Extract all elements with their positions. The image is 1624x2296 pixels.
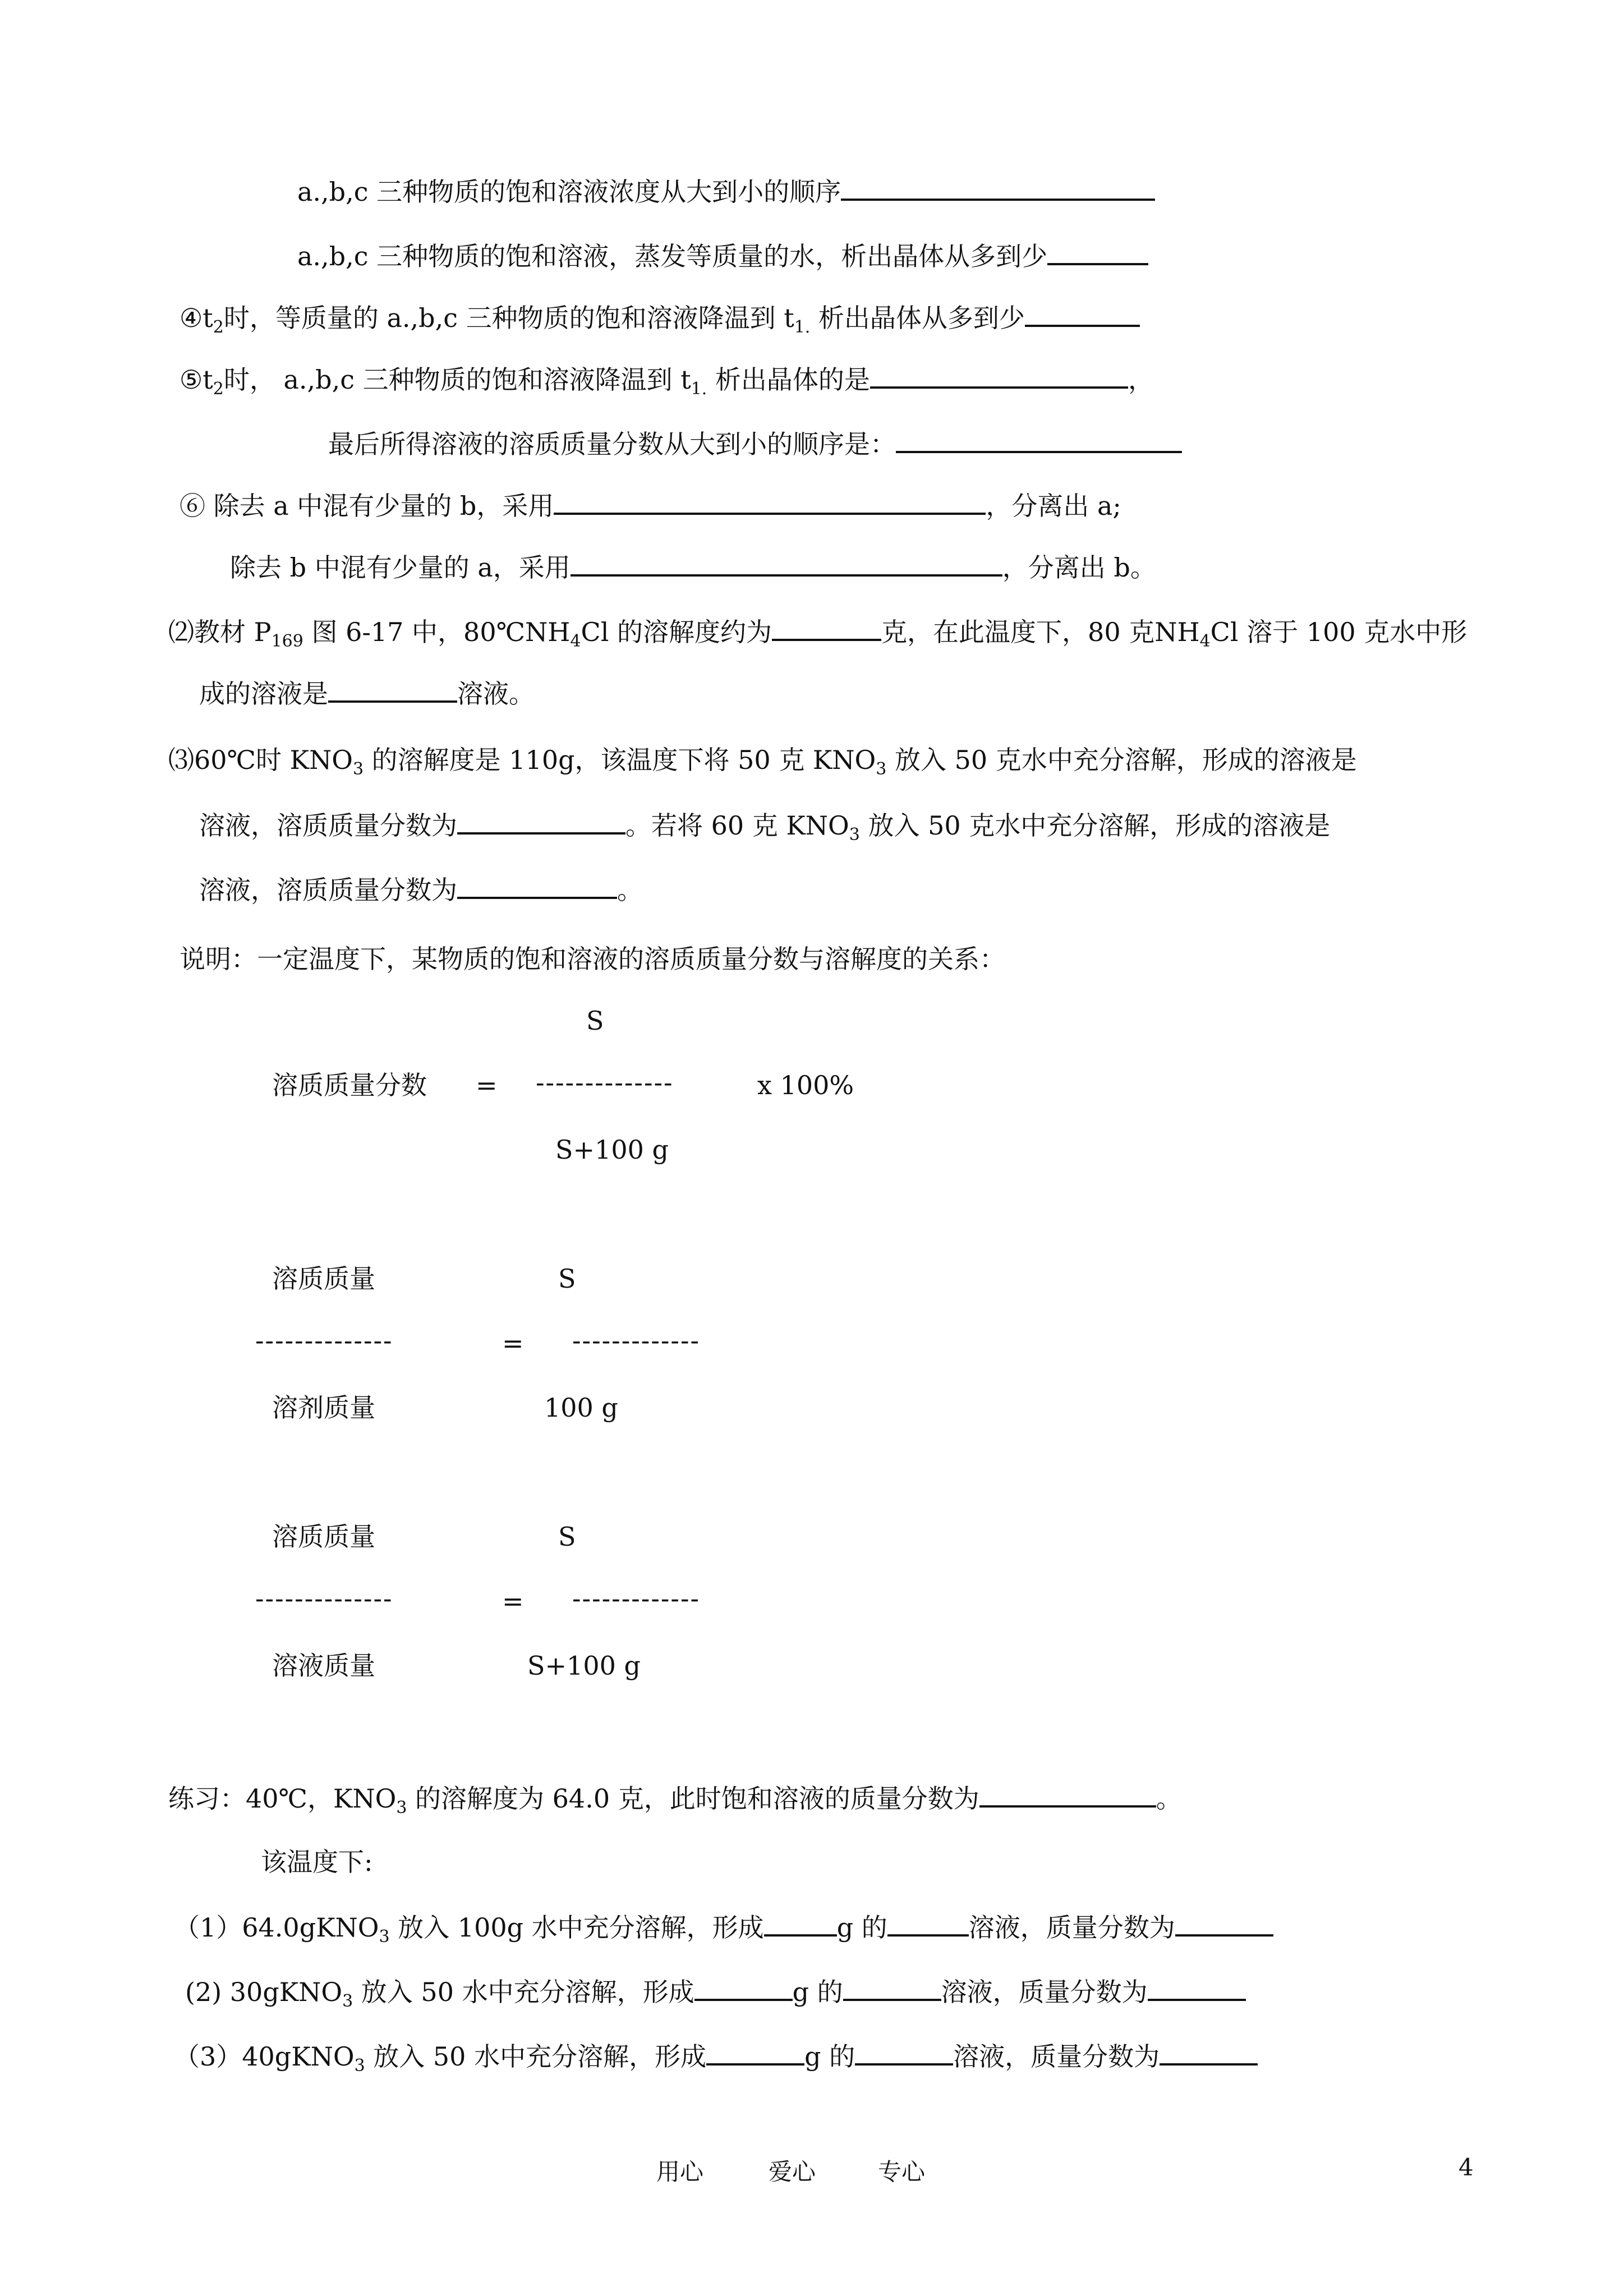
- q3-text: 放入 50 克水中充分溶解，形成的溶液是: [859, 810, 1331, 841]
- formula2-fraction-bar-left: --------------: [255, 1325, 393, 1356]
- formula3-bottom-right: S+100 g: [527, 1650, 641, 1681]
- formula3-fraction-bar-right: -------------: [572, 1583, 701, 1613]
- answer-blank[interactable]: [457, 872, 617, 899]
- subscript: 2: [213, 317, 224, 337]
- subscript: 1.: [691, 379, 707, 399]
- q1-item-6: [180, 488, 1121, 523]
- formula3-fraction-bar-left: --------------: [255, 1583, 393, 1613]
- answer-blank[interactable]: [1047, 238, 1148, 265]
- answer-blank[interactable]: [841, 174, 1155, 201]
- subscript: 3: [354, 2056, 365, 2076]
- practice-item-text: g 的: [804, 2041, 855, 2072]
- formula2-bottom-left: 溶剂质量: [272, 1393, 375, 1423]
- answer-blank[interactable]: [896, 426, 1182, 453]
- subscript: 169: [271, 631, 303, 651]
- practice-line-2: 该温度下:: [261, 1847, 373, 1877]
- formula3-bottom-left: 溶液质量: [272, 1650, 375, 1681]
- q1-item-4-text: 析出晶体从多到少: [810, 303, 1025, 333]
- q1-item-4: [180, 300, 1140, 344]
- q1-item-4-text: 时，等质量的 a.,b,c 三种物质的饱和溶液降温到 t: [223, 303, 794, 333]
- answer-blank[interactable]: [328, 676, 457, 703]
- formula3-top-right: S: [558, 1522, 576, 1552]
- q3-text: 溶液，溶质质量分数为: [199, 810, 457, 841]
- formula2-fraction-bar-right: -------------: [572, 1325, 701, 1356]
- formula1-left: 溶质质量分数: [272, 1070, 427, 1100]
- q2-text: 克，在此温度下，80 克NH: [881, 617, 1200, 647]
- q2-text: ⑵教材 P: [168, 617, 272, 647]
- answer-blank[interactable]: [764, 1910, 837, 1937]
- formula1-numerator: S: [586, 1006, 604, 1036]
- q2-line-1: [168, 614, 1467, 658]
- subscript: 4: [570, 631, 581, 651]
- formula1-equals: =: [476, 1070, 498, 1100]
- q3-text: 。若将 60 克 KNO: [625, 810, 849, 841]
- practice-item-3: [174, 2039, 1258, 2083]
- footer-word-1: 用心: [656, 2158, 704, 2186]
- answer-blank[interactable]: [1175, 1910, 1273, 1937]
- footer-word-3: 专心: [878, 2158, 926, 2186]
- q2-line-2: [199, 676, 535, 711]
- q3-line-3: [199, 872, 643, 907]
- subscript: 1.: [794, 317, 811, 337]
- subscript: 3: [396, 1798, 407, 1818]
- q2-text: Cl 溶于 100 克水中形: [1210, 617, 1467, 647]
- formula1-fraction-bar: --------------: [536, 1067, 674, 1098]
- q1-item-6-text: ⑥ 除去 a 中混有少量的 b，采用: [180, 491, 554, 521]
- formula1-denominator: S+100 g: [555, 1135, 669, 1165]
- practice-item-2: [185, 1974, 1246, 2018]
- formula2-top-left: 溶质质量: [272, 1264, 375, 1294]
- practice-item-text: 溶液，质量分数为: [953, 2041, 1160, 2072]
- q1-item-5-final-text: 最后所得溶液的溶质质量分数从大到小的顺序是：: [328, 429, 896, 459]
- q2-text: 图 6-17 中，80℃NH: [303, 617, 571, 647]
- practice-item-text: 溶液，质量分数为: [968, 1912, 1175, 1943]
- footer-word-2: 爱心: [769, 2158, 816, 2186]
- q3-text: ⑶60℃时 KNO: [168, 745, 353, 775]
- practice-text: 。: [1156, 1783, 1182, 1814]
- q1-item-6b-text: 除去 b 中混有少量的 a，采用: [230, 552, 571, 583]
- q3-text: 放入 50 克水中充分溶解，形成的溶液是: [886, 745, 1357, 775]
- q1-item-5: [180, 362, 1154, 406]
- practice-item-text: 溶液，质量分数为: [941, 1977, 1148, 2007]
- q1-item-6-b: [230, 550, 1156, 584]
- q3-text: 的溶解度是 110g，该温度下将 50 克 KNO: [364, 745, 876, 775]
- answer-blank[interactable]: [554, 488, 986, 515]
- formula1-right: x 100%: [757, 1070, 854, 1100]
- q2-text: Cl 的溶解度约为: [581, 617, 772, 647]
- practice-item-text: （3）40gKNO: [174, 2041, 355, 2072]
- subscript: 3: [379, 1927, 390, 1947]
- q1-item-5-text: ，: [1128, 365, 1154, 395]
- practice-item-text: g 的: [836, 1912, 887, 1943]
- answer-blank[interactable]: [1160, 2039, 1258, 2066]
- subscript: 3: [849, 825, 860, 845]
- q1-item-6b-text: ，分离出 b。: [1002, 552, 1156, 583]
- answer-blank[interactable]: [979, 1781, 1156, 1808]
- practice-text: 练习：40℃，KNO: [168, 1783, 397, 1814]
- q3-text: 。: [617, 875, 643, 905]
- answer-blank[interactable]: [887, 1910, 969, 1937]
- q3-line-1: [168, 743, 1357, 786]
- answer-blank[interactable]: [1148, 1974, 1246, 2001]
- q1-line-concentration-text: a.,b,c 三种物质的饱和溶液浓度从大到小的顺序: [297, 177, 841, 207]
- q1-line-evaporation-text: a.,b,c 三种物质的饱和溶液，蒸发等质量的水，析出晶体从多到少: [297, 241, 1048, 271]
- note-intro: 说明：一定温度下，某物质的饱和溶液的溶质质量分数与溶解度的关系：: [180, 944, 1005, 974]
- q1-item-4-text: ④t: [180, 303, 213, 333]
- q1-item-5-text: 析出晶体的是: [707, 365, 870, 395]
- practice-item-text: 放入 50 水中充分溶解，形成: [365, 2041, 707, 2072]
- q3-text: 溶液，溶质质量分数为: [199, 875, 457, 905]
- practice-item-text: g 的: [792, 1977, 843, 2007]
- answer-blank[interactable]: [870, 362, 1128, 389]
- formula2-equals: =: [502, 1328, 524, 1358]
- q1-line-concentration-order: [297, 174, 1155, 209]
- practice-item-text: (2) 30gKNO: [185, 1977, 343, 2007]
- subscript: 2: [213, 379, 224, 399]
- subscript: 4: [1199, 631, 1211, 651]
- formula2-bottom-right: 100 g: [544, 1393, 618, 1423]
- formula3-top-left: 溶质质量: [272, 1522, 375, 1552]
- practice-item-1: [174, 1910, 1273, 1954]
- subscript: 3: [876, 759, 887, 779]
- q2-text: 溶液。: [457, 679, 535, 709]
- answer-blank[interactable]: [694, 1974, 793, 2001]
- answer-blank[interactable]: [855, 2039, 953, 2066]
- subscript: 3: [352, 759, 364, 779]
- q1-item-5-text: 时， a.,b,c 三种物质的饱和溶液降温到 t: [223, 365, 691, 395]
- answer-blank[interactable]: [457, 808, 625, 835]
- q2-text: 成的溶液是: [199, 679, 328, 709]
- q1-item-5-text: ⑤t: [180, 365, 213, 395]
- practice-text: 的溶解度为 64.0 克，此时饱和溶液的质量分数为: [407, 1783, 979, 1814]
- q1-line-evaporation: [297, 238, 1148, 273]
- formula3-equals: =: [502, 1586, 524, 1616]
- q1-item-5-final-order: [328, 426, 1182, 461]
- practice-item-text: （1）64.0gKNO: [174, 1912, 379, 1943]
- q3-line-2: [199, 808, 1330, 852]
- answer-blank[interactable]: [571, 550, 1002, 577]
- answer-blank[interactable]: [706, 2039, 804, 2066]
- answer-blank[interactable]: [772, 614, 881, 641]
- page-number: 4: [1459, 2154, 1474, 2181]
- answer-blank[interactable]: [1025, 300, 1140, 327]
- practice-line-1: [168, 1781, 1182, 1825]
- answer-blank[interactable]: [843, 1974, 941, 2001]
- practice-item-text: 放入 100g 水中充分溶解，形成: [389, 1912, 764, 1943]
- subscript: 3: [342, 1991, 353, 2011]
- practice-item-text: 放入 50 水中充分溶解，形成: [353, 1977, 694, 2007]
- formula2-top-right: S: [558, 1264, 576, 1294]
- q1-item-6-text: ，分离出 a;: [986, 491, 1121, 521]
